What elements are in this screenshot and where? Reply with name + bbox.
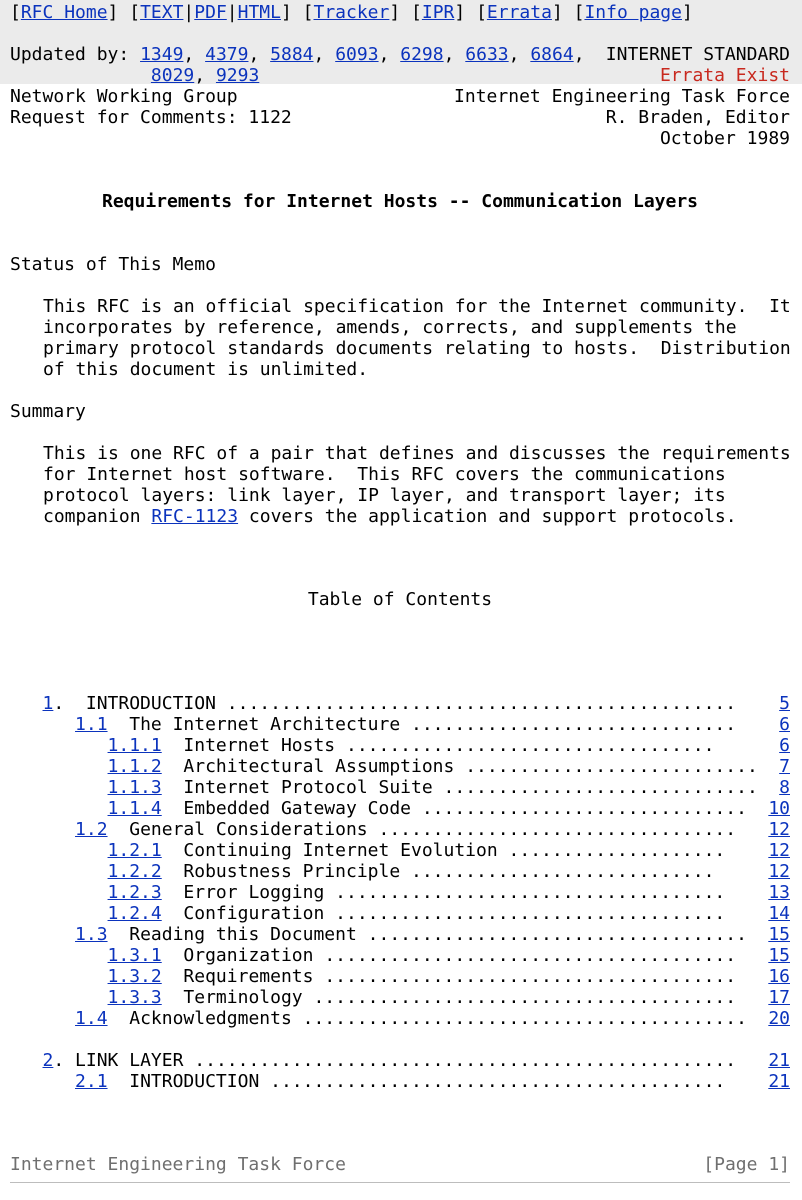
toc-indent (10, 840, 108, 861)
toc-section-link[interactable]: 1.2.3 (107, 882, 162, 903)
toc-page-link[interactable]: 15 (768, 945, 790, 966)
toc-section-link[interactable]: 1.2 (75, 819, 108, 840)
toc-section-link[interactable]: 2 (42, 1050, 54, 1071)
nav-bar: [RFC Home] [TEXT|PDF|HTML] [Tracker] [IPR] [Errata] [Info page] (10, 2, 693, 23)
toc-separator (162, 756, 184, 777)
nav-link-html[interactable]: HTML (237, 2, 281, 23)
toc-title: INTRODUCTION (85, 693, 227, 714)
toc-page-link[interactable]: 7 (779, 756, 790, 777)
author: R. Braden, Editor (605, 107, 790, 128)
toc-separator (162, 735, 184, 756)
working-group: Network Working Group (10, 86, 238, 107)
toc-section-link[interactable]: 1.4 (75, 1008, 108, 1029)
toc-title: Terminology (183, 987, 314, 1008)
toc-title: Reading this Document (129, 924, 368, 945)
toc-indent (10, 861, 108, 882)
toc-dots: .................... (508, 840, 726, 861)
toc-page-link[interactable]: 10 (768, 798, 790, 819)
nav-link-info-page[interactable]: Info page (584, 2, 682, 23)
toc-entry (10, 882, 790, 903)
toc-indent (10, 903, 108, 924)
toc-title: Requirements (183, 966, 325, 987)
toc-separator (108, 924, 130, 945)
toc-heading: Table of Contents (307, 589, 493, 610)
updated-by-link[interactable]: 6633 (465, 44, 509, 65)
toc-dots: .................................................. (194, 1050, 737, 1071)
rfc-1123-link[interactable]: RFC-1123 (151, 506, 239, 527)
toc-entry (10, 819, 790, 840)
toc-entry (10, 903, 790, 924)
header-row-2 (10, 107, 790, 128)
organization: Internet Engineering Task Force (454, 86, 790, 107)
toc-separator (162, 777, 184, 798)
toc-page-link[interactable]: 8 (779, 777, 790, 798)
header-row-3 (10, 128, 790, 149)
document-title: Requirements for Internet Hosts -- Communication Layers (101, 191, 699, 212)
toc-title: Error Logging (183, 882, 336, 903)
toc-section-link[interactable]: 1.1.2 (107, 756, 162, 777)
toc-indent (10, 1008, 75, 1029)
toc-separator (162, 882, 184, 903)
footer-page-number: [Page 1] (703, 1154, 790, 1175)
toc-dots: .................................. (345, 735, 715, 756)
updated-by-link[interactable]: 5884 (270, 44, 314, 65)
toc-page-link[interactable]: 13 (768, 882, 790, 903)
updated-by-label: Updated by: (10, 44, 130, 65)
toc-dots: ........................... (465, 756, 758, 777)
toc-indent (10, 882, 108, 903)
status-line: of this document is unlimited. (43, 359, 369, 380)
nav-link-pdf[interactable]: PDF (194, 2, 227, 23)
toc-entry (10, 714, 790, 735)
summary-heading: Summary (10, 401, 86, 422)
toc-page-link[interactable]: 12 (768, 861, 790, 882)
toc-separator (108, 1008, 130, 1029)
summary-text: covers the application and support protocols. (238, 506, 737, 527)
status-line: primary protocol standards documents relating to hosts. Distribution (43, 338, 791, 359)
toc-entry (10, 693, 790, 714)
toc-separator (108, 714, 130, 735)
toc-page-link[interactable]: 12 (768, 840, 790, 861)
toc-indent (10, 735, 108, 756)
toc-title: Internet Protocol Suite (183, 777, 444, 798)
toc-section-link[interactable]: 1.2.2 (107, 861, 162, 882)
toc-indent (10, 1050, 43, 1071)
toc-page-link[interactable]: 14 (768, 903, 790, 924)
toc-entry (10, 735, 790, 756)
toc-dots: ............................ (411, 861, 715, 882)
toc-page-link[interactable]: 16 (768, 966, 790, 987)
rfc-number: Request for Comments: 1122 (10, 107, 292, 128)
toc-dots: ................................... (367, 924, 747, 945)
toc-section-link[interactable]: 1 (42, 693, 54, 714)
category-label: INTERNET STANDARD (605, 44, 790, 65)
summary-text: companion (43, 506, 152, 527)
toc-indent (10, 966, 108, 987)
toc-section-link[interactable]: 1.1.1 (107, 735, 162, 756)
toc-section-link[interactable]: 1.3 (75, 924, 108, 945)
toc-title: Acknowledgments (129, 1008, 303, 1029)
toc-page-link[interactable]: 21 (768, 1050, 790, 1071)
toc-indent (10, 714, 75, 735)
toc-entry (10, 1050, 790, 1071)
toc-title: Organization (183, 945, 325, 966)
toc-page-link[interactable]: 17 (768, 987, 790, 1008)
toc-entry (10, 1008, 790, 1029)
toc-separator (162, 798, 184, 819)
toc-entry (10, 756, 790, 777)
updated-by-link[interactable]: 1349 (140, 44, 184, 65)
nav-link-text[interactable]: TEXT (140, 2, 184, 23)
toc-dots: .............................. (411, 714, 737, 735)
toc-title: Internet Hosts (183, 735, 346, 756)
toc-section-link[interactable]: 1.1.3 (107, 777, 162, 798)
errata-label: Errata Exist (659, 65, 790, 86)
toc-separator (162, 903, 184, 924)
toc-separator (162, 945, 184, 966)
summary-line (10, 506, 790, 527)
footer-org: Internet Engineering Task Force (10, 1154, 346, 1175)
toc-section-link[interactable]: 1.2.4 (107, 903, 162, 924)
toc-section-link[interactable]: 2.1 (75, 1071, 108, 1092)
footer-divider (10, 1182, 790, 1183)
toc-title: Robustness Principle (183, 861, 411, 882)
nav-link-errata[interactable]: Errata (486, 2, 552, 23)
toc-dots: .............................. (421, 798, 747, 819)
toc-entry (10, 861, 790, 882)
updated-by-link[interactable]: 6093 (335, 44, 379, 65)
toc-page-link[interactable]: 6 (779, 735, 790, 756)
summary-line: for Internet host software. This RFC covers the communications (43, 464, 726, 485)
toc-separator (108, 819, 130, 840)
updated-by-link[interactable]: 4379 (205, 44, 249, 65)
toc-dots: ...................................... (324, 945, 737, 966)
toc-section-link[interactable]: 1.3.3 (107, 987, 162, 1008)
toc-dots: ................................. (378, 819, 737, 840)
status-heading: Status of This Memo (10, 254, 216, 275)
toc-indent (10, 693, 43, 714)
toc-title: INTRODUCTION (129, 1071, 271, 1092)
status-line: incorporates by reference, amends, corrects, and supplements the (43, 317, 737, 338)
toc-separator (162, 987, 184, 1008)
updated-by-line: Updated by: 1349, 4379, 5884, 6093, 6298, 6633, 6864, INTERNET STANDARD (10, 44, 790, 65)
toc-page-link[interactable]: 5 (779, 693, 790, 714)
toc-title: Configuration (183, 903, 336, 924)
toc-dots: ............................................... (226, 693, 737, 714)
updated-by-link[interactable]: 8029 (150, 65, 195, 86)
toc-title: Architectural Assumptions (183, 756, 466, 777)
toc-section-link[interactable]: 1.3.2 (107, 966, 162, 987)
toc-separator: . (53, 693, 86, 714)
toc-title: Continuing Internet Evolution (183, 840, 509, 861)
toc-indent (10, 945, 108, 966)
toc-dots: ............................. (443, 777, 758, 798)
toc-entry (10, 777, 790, 798)
toc-page-link[interactable]: 21 (768, 1071, 790, 1092)
toc-indent (10, 777, 108, 798)
nav-link-ipr[interactable]: IPR (421, 2, 455, 23)
toc-indent (10, 819, 75, 840)
toc-title: General Considerations (129, 819, 379, 840)
toc-dots: ....................................... (313, 987, 737, 1008)
toc-entry (10, 924, 790, 945)
toc-entry (10, 945, 790, 966)
toc-entry (10, 966, 790, 987)
toc-dots: ......................................... (302, 1008, 747, 1029)
toc-indent (10, 987, 108, 1008)
toc-separator (162, 840, 184, 861)
toc-page-link[interactable]: 15 (768, 924, 790, 945)
toc-indent (10, 924, 75, 945)
toc-section-link[interactable]: 1.1 (75, 714, 108, 735)
toc-page-link[interactable]: 20 (768, 1008, 790, 1029)
toc-separator (162, 966, 184, 987)
toc-section-link[interactable]: 1.2.1 (107, 840, 162, 861)
toc-page-link[interactable]: 6 (779, 714, 790, 735)
nav-link-rfc-home[interactable]: RFC Home (20, 2, 108, 23)
toc-title: Embedded Gateway Code (183, 798, 422, 819)
toc-title: LINK LAYER (75, 1050, 195, 1071)
status-line: This RFC is an official specification for the Internet community. It (43, 296, 791, 317)
summary-line: This is one RFC of a pair that defines and discusses the requirements (43, 443, 791, 464)
nav-link-tracker[interactable]: Tracker (313, 2, 390, 23)
toc-indent (10, 1071, 75, 1092)
header-row-1 (10, 86, 790, 107)
toc-page-link[interactable]: 12 (768, 819, 790, 840)
toc-separator (108, 1071, 130, 1092)
publication-date: October 1989 (659, 128, 790, 149)
toc-entry (10, 840, 790, 861)
updated-by-link[interactable]: 6864 (530, 44, 574, 65)
updated-by-link[interactable]: 6298 (400, 44, 444, 65)
updated-by-link[interactable]: 9293 (215, 65, 260, 86)
toc-entry (10, 1071, 790, 1092)
summary-line: protocol layers: link layer, IP layer, and transport layer; its (43, 485, 726, 506)
toc-dots: .................................... (335, 882, 726, 903)
updated-by-line-2: 8029, 9293 Errata Exist (150, 65, 790, 86)
toc-indent (10, 756, 108, 777)
toc-entry (10, 987, 790, 1008)
toc-separator (162, 861, 184, 882)
toc-dots: ...................................... (324, 966, 737, 987)
toc-title: The Internet Architecture (129, 714, 411, 735)
toc-section-link[interactable]: 1.3.1 (107, 945, 162, 966)
toc-entry (10, 798, 790, 819)
toc-dots: .......................................... (270, 1071, 726, 1092)
toc-indent (10, 798, 108, 819)
toc-section-link[interactable]: 1.1.4 (107, 798, 162, 819)
toc-dots: .................................... (335, 903, 726, 924)
page-footer (10, 1154, 790, 1175)
toc-separator: . (53, 1050, 76, 1071)
